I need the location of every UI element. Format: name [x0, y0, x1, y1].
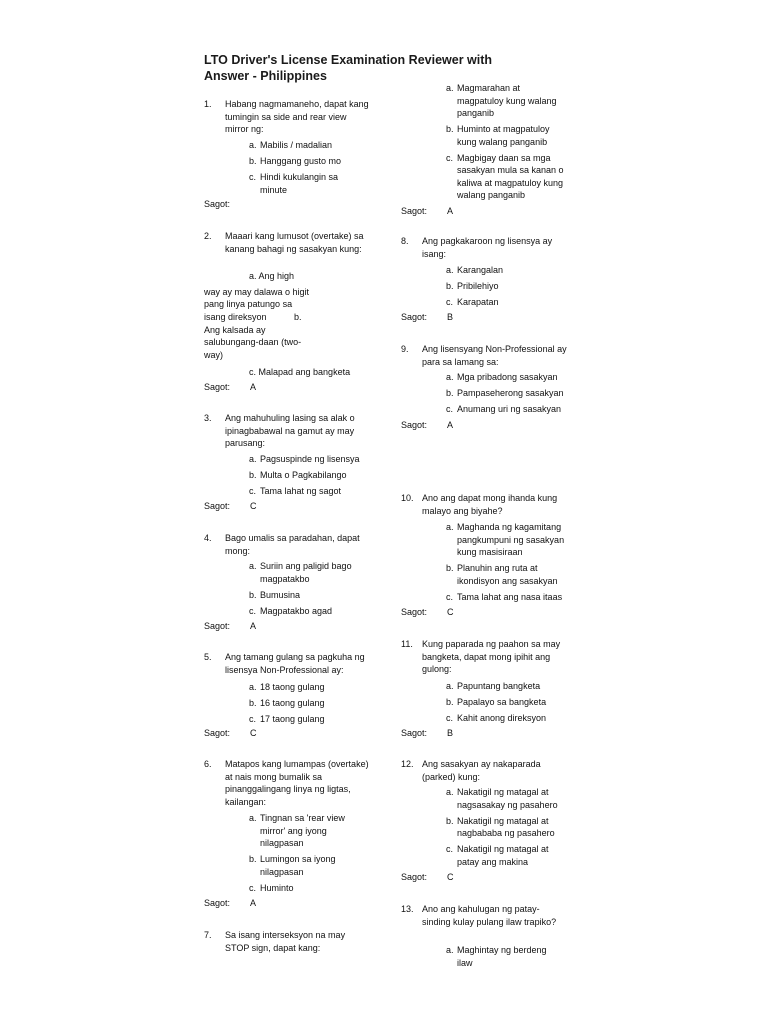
option-b: b. Papalayo sa bangketa — [446, 697, 547, 707]
question-number: 7. — [204, 930, 212, 940]
option-c: c. Hindi kukulangin sa minute — [249, 172, 339, 195]
option-text: Ang kalsada ay — [204, 325, 266, 335]
question-number: 10. — [401, 493, 414, 503]
question-stem: Ang sasakyan ay nakaparada (parked) kung: — [422, 759, 541, 782]
options-q12 — [446, 786, 566, 872]
option-c: c. Magpatakbo agad — [249, 605, 333, 616]
option-a: a. Ang high — [249, 271, 295, 281]
option-b: b. Hanggang gusto mo — [249, 156, 342, 166]
option-b: b. Pampaseherong sasakyan — [446, 388, 564, 398]
question-number: 8. — [401, 236, 409, 246]
question-stem: Ang lisensyang Non-Professional ay para sa lamang sa: — [422, 344, 567, 367]
option-a: a. Pagsuspinde ng lisensya — [249, 454, 360, 464]
option-c: c. Kahit anong direksyon — [446, 713, 547, 723]
question-stem: Ang mahuhuling lasing sa alak o ipinagbabawal na gamut ay may parusang: — [225, 413, 355, 448]
options-q10 — [446, 521, 571, 607]
option-b-letter: b. — [294, 312, 302, 322]
question-stem: Matapos kang lumampas (overtake) at nais mong bumalik sa pinanggalingang linya ng ligtas, kailangan: — [225, 759, 369, 807]
option-b: b. Lumingon sa iyong nilagpasan — [249, 854, 336, 877]
option-a: a. Mabilis / madalian — [249, 140, 333, 150]
question-number: 1. — [204, 99, 212, 109]
option-a: a. Suriin ang paligid bago magpatakbo — [249, 561, 352, 584]
option-text: isang direksyon — [204, 312, 267, 322]
question-stem: Ano ang kahulugan ng patay-sinding kulay pulang ilaw trapiko? — [422, 904, 557, 927]
option-c: c. 17 taong gulang — [249, 714, 325, 724]
options-q4 — [249, 560, 359, 621]
option-c: c. Nakatigil ng matagal at patay ang makina — [446, 844, 549, 867]
question-number: 5. — [204, 652, 212, 662]
question-stem: Maaari kang lumusot (overtake) sa kanang bahagi ng sasakyan kung: — [225, 231, 364, 254]
question-stem: Sa isang interseksyon na may STOP sign, dapat kang: — [225, 930, 346, 953]
page-title: LTO Driver's License Examination Reviewer with Answer - Philippines — [204, 53, 493, 83]
options-q8 — [446, 264, 556, 312]
option-b: b. Planuhin ang ruta at ikondisyon ang sasakyan — [446, 563, 558, 586]
question-stem: Ang tamang gulang sa pagkuha ng lisensya Non-Professional ay: — [225, 652, 365, 675]
question-number: 3. — [204, 413, 212, 423]
options-q13 — [446, 944, 556, 973]
option-b: b. 16 taong gulang — [249, 698, 325, 708]
option-c: c. Magbigay daan sa mga sasakyan mula sa kanan o kaliwa at magpatuloy kung walang panganib — [446, 152, 564, 200]
options-q7 — [446, 82, 566, 205]
option-text: way) — [204, 350, 224, 360]
question-number: 2. — [204, 231, 212, 241]
question-number: 4. — [204, 533, 212, 543]
option-c: c. Tama lahat ang nasa itaas — [446, 591, 563, 602]
option-a: a. Tingnan sa 'rear view mirror' ang iyong nilagpasan — [249, 813, 345, 848]
question-number: 11. — [401, 639, 413, 649]
question-stem: Ano ang dapat mong ihanda kung malayo ang biyahe? — [422, 493, 558, 516]
options-q3 — [249, 453, 369, 501]
question-number: 13. — [401, 904, 414, 914]
option-a: a. Maghintay ng berdeng ilaw — [446, 945, 547, 968]
option-b: b. Huminto at magpatuloy kung walang panganib — [446, 124, 550, 147]
option-a: a. Mga pribadong sasakyan — [446, 372, 558, 382]
option-text: pang linya patungo sa — [204, 299, 293, 309]
question-stem: Kung paparada ng paahon sa may bangketa, dapat mong ipihit ang gulong: — [422, 639, 561, 674]
option-b: b. Nakatigil ng matagal at nagbababa ng pasahero — [446, 815, 555, 838]
option-text: way ay may dalawa o higit — [204, 287, 310, 297]
option-a: a. 18 taong gulang — [249, 682, 325, 692]
option-c: c. Tama lahat ng sagot — [249, 486, 342, 496]
question-stem: Bago umalis sa paradahan, dapat mong: — [225, 533, 360, 556]
option-a: a. Karangalan — [446, 265, 504, 275]
options-q6 — [249, 812, 349, 898]
options-q1 — [249, 139, 349, 200]
options-q11 — [446, 680, 556, 728]
option-b: b. Pribilehiyo — [446, 281, 499, 291]
question-number: 9. — [401, 344, 409, 354]
option-text: salubungang-daan (two- — [204, 337, 302, 347]
option-b: b. Multa o Pagkabilango — [249, 470, 347, 480]
question-stem: Habang nagmamaneho, dapat kang tumingin sa side and rear view mirror ng: — [225, 99, 369, 134]
option-a: a. Maghanda ng kagamitang pangkumpuni ng sasakyan kung masisiraan — [446, 522, 565, 557]
option-c: c. Anumang uri ng sasakyan — [446, 404, 562, 414]
option-c: c. Karapatan — [446, 297, 499, 307]
question-number: 6. — [204, 759, 212, 769]
option-a: a. Nakatigil ng matagal at nagsasakay ng pasahero — [446, 787, 558, 810]
option-a: a. Papuntang bangketa — [446, 681, 541, 691]
option-c: c. Huminto — [249, 882, 294, 893]
question-number: 12. — [401, 759, 414, 769]
option-a: a. Magmarahan at magpatuloy kung walang panganib — [446, 83, 557, 118]
options-q5 — [249, 681, 359, 729]
question-stem: Ang pagkakaroon ng lisensya ay isang: — [422, 236, 553, 259]
options-q9 — [446, 371, 576, 419]
option-b: b. Bumusina — [249, 589, 301, 600]
option-c: c. Malapad ang bangketa — [249, 367, 351, 377]
